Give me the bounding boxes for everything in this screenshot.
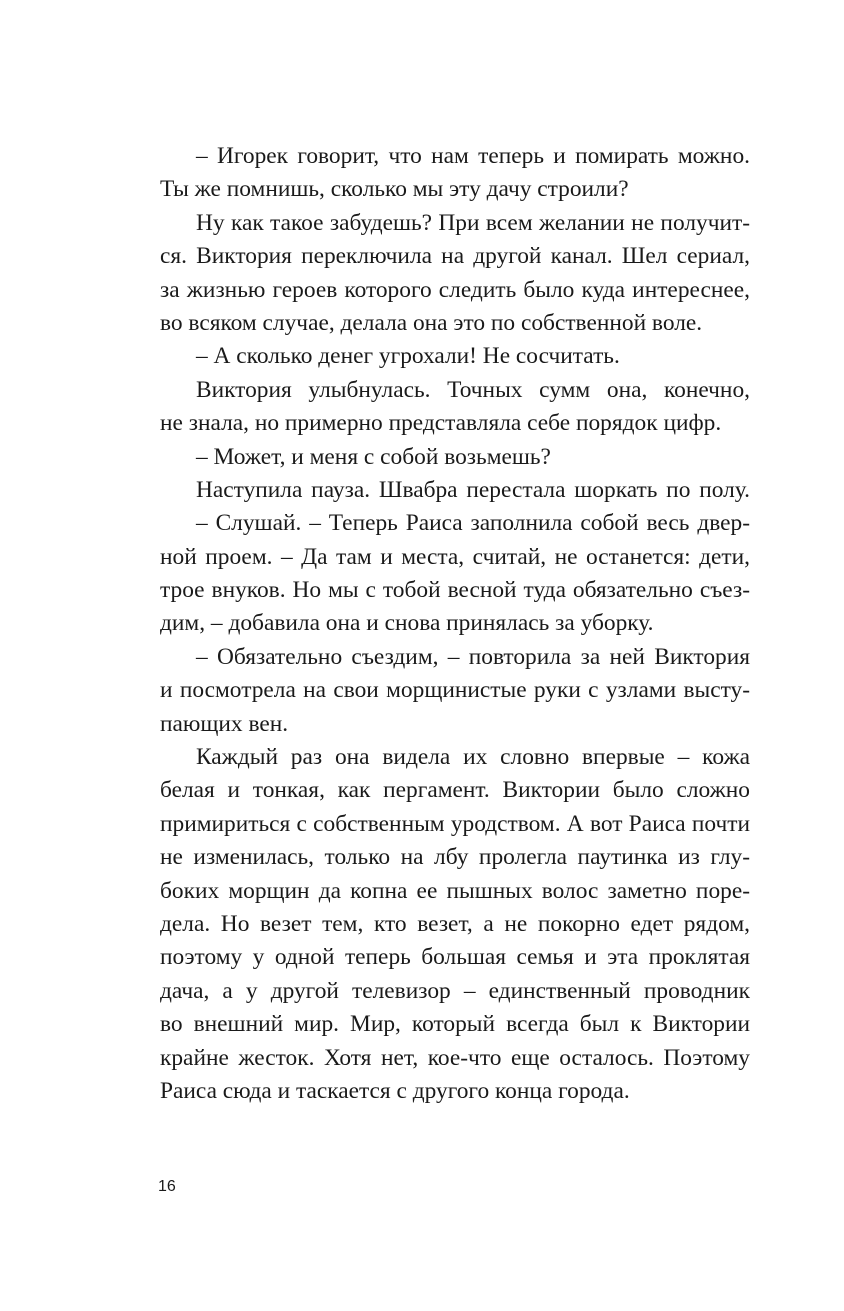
text-line: крайне жесток. Хотя нет, кое-что еще осталось. Поэтому [160, 1044, 750, 1071]
text-line: Наступила пауза. Швабра перестала шоркать по полу. [196, 476, 750, 503]
text-line: дела. Но везет тем, кто везет, а не покорно едет рядом, [160, 910, 750, 937]
page-number: 16 [158, 1178, 176, 1195]
text-line: Ты же помнишь, сколько мы эту дачу строили? [160, 176, 629, 203]
text-line: Раиса сюда и таскается с другого конца города. [160, 1077, 630, 1104]
text-line: поэтому у одной теперь большая семья и эта проклятая [160, 944, 750, 971]
text-line: – Обязательно съездим, – повторила за ней Виктория [196, 643, 750, 670]
text-line: во внешний мир. Мир, который всегда был к Виктории [160, 1011, 750, 1038]
text-line: не изменилась, только на лбу пролегла паутинка из глу- [160, 844, 750, 871]
text-line: – А сколько денег угрохали! Не сосчитать. [196, 343, 620, 370]
text-line: за жизнью героев которого следить было куда интереснее, [160, 276, 750, 303]
text-line: не знала, но примерно представляла себе порядок цифр. [160, 410, 722, 437]
body-text [160, 140, 750, 1108]
text-line: дача, а у другой телевизор – единственный проводник [160, 977, 750, 1004]
text-line: и посмотрела на свои морщинистые руки с узлами высту- [160, 677, 750, 704]
text-line: – Может, и меня с собой возьмешь? [196, 443, 551, 470]
text-line: – Слушай. – Теперь Раиса заполнила собой весь двер- [196, 510, 750, 537]
text-line: Виктория улыбнулась. Точных сумм она, конечно, [196, 376, 750, 403]
text-line: трое внуков. Но мы с тобой весной туда обязательно съез- [160, 577, 750, 604]
text-line: – Игорек говорит, что нам теперь и помирать можно. [196, 143, 750, 169]
text-line: ной проем. – Да там и места, считай, не останется: дети, [160, 543, 750, 570]
text-line: Каждый раз она видела их словно впервые – кожа [196, 744, 750, 771]
text-line: примириться с собственным уродством. А вот Раиса почти [160, 810, 750, 837]
text-line: белая и тонкая, как пергамент. Виктории было сложно [160, 777, 750, 804]
text-line: во всяком случае, делала она это по собственной воле. [160, 309, 703, 336]
text-line: ся. Виктория переключила на другой канал. Шел сериал, [160, 243, 750, 270]
text-line: дим, – добавила она и снова принялась за уборку. [160, 610, 654, 637]
text-line: боких морщин да копна ее пышных волос заметно поре- [160, 877, 750, 904]
text-line: пающих вен. [160, 710, 289, 737]
text-line: Ну как такое забудешь? При всем желании не получит- [196, 209, 750, 236]
